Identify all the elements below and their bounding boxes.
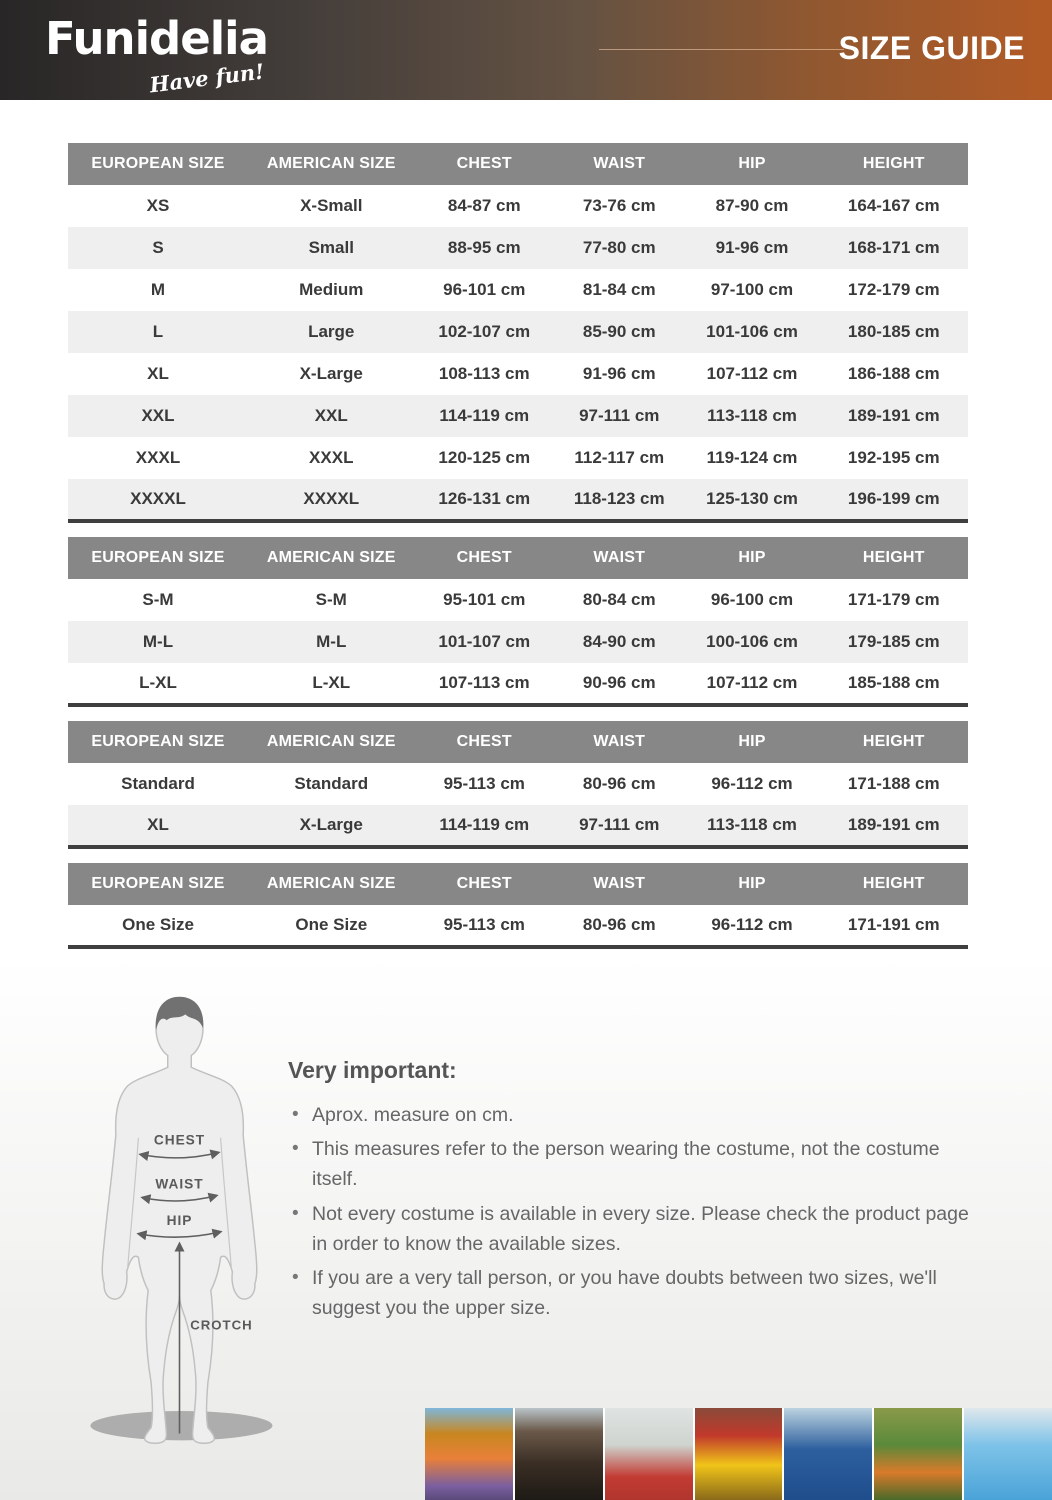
- size-table: [68, 721, 968, 849]
- table-cell: 91-96 cm: [685, 227, 820, 269]
- column-header: EUROPEAN SIZE: [68, 863, 248, 905]
- table-cell: XXL: [248, 395, 415, 437]
- table-row: [68, 621, 968, 663]
- column-header: HIP: [685, 537, 820, 579]
- table-cell: 107-113 cm: [415, 663, 555, 705]
- table-row: [68, 763, 968, 805]
- table-cell: 96-100 cm: [685, 579, 820, 621]
- table-row: [68, 185, 968, 227]
- table-row: [68, 311, 968, 353]
- size-table: [68, 143, 968, 523]
- column-header: AMERICAN SIZE: [248, 537, 415, 579]
- table-cell: 112-117 cm: [554, 437, 685, 479]
- table-cell: 168-171 cm: [820, 227, 969, 269]
- waist-label: WAIST: [155, 1176, 204, 1192]
- figure-shadow: [90, 1411, 272, 1440]
- table-cell: 180-185 cm: [820, 311, 969, 353]
- table-cell: XXXXL: [68, 479, 248, 521]
- table-row: [68, 663, 968, 705]
- table-cell: S-M: [248, 579, 415, 621]
- costume-photo-pac-man: [695, 1408, 783, 1500]
- table-cell: 95-113 cm: [415, 905, 555, 947]
- table-cell: XL: [68, 805, 248, 847]
- table-cell: 192-195 cm: [820, 437, 969, 479]
- table-cell: XXXL: [68, 437, 248, 479]
- table-cell: 97-111 cm: [554, 395, 685, 437]
- crotch-label: CROTCH: [190, 1317, 253, 1333]
- column-header: HEIGHT: [820, 863, 969, 905]
- table-cell: 88-95 cm: [415, 227, 555, 269]
- size-table: [68, 863, 968, 949]
- table-cell: 114-119 cm: [415, 395, 555, 437]
- table-cell: 186-188 cm: [820, 353, 969, 395]
- costume-photo-star-wars: [515, 1408, 603, 1500]
- column-header: WAIST: [554, 863, 685, 905]
- note-item: • This measures refer to the person wearing the costume, not the costume itself.: [288, 1134, 978, 1194]
- column-header: AMERICAN SIZE: [248, 143, 415, 185]
- table-cell: 171-179 cm: [820, 579, 969, 621]
- table-cell: 179-185 cm: [820, 621, 969, 663]
- table-cell: 196-199 cm: [820, 479, 969, 521]
- column-header: WAIST: [554, 537, 685, 579]
- body-measurement-figure: [62, 990, 297, 1452]
- notes-list: [288, 1100, 988, 1324]
- column-header: CHEST: [415, 537, 555, 579]
- note-item: • Not every costume is available in every size. Please check the product page in order to know the available sizes.: [288, 1199, 978, 1259]
- table-cell: XXXL: [248, 437, 415, 479]
- table-cell: 108-113 cm: [415, 353, 555, 395]
- column-header: HEIGHT: [820, 721, 969, 763]
- column-header: HIP: [685, 721, 820, 763]
- column-header: WAIST: [554, 143, 685, 185]
- column-header: AMERICAN SIZE: [248, 721, 415, 763]
- costume-photo-strip: [425, 1408, 1052, 1500]
- column-header: CHEST: [415, 721, 555, 763]
- brand: [45, 12, 268, 98]
- table-cell: 97-111 cm: [554, 805, 685, 847]
- table-cell: 113-118 cm: [685, 395, 820, 437]
- table-cell: 95-101 cm: [415, 579, 555, 621]
- table-cell: 81-84 cm: [554, 269, 685, 311]
- table-cell: L-XL: [248, 663, 415, 705]
- column-header: HIP: [685, 863, 820, 905]
- table-cell: 85-90 cm: [554, 311, 685, 353]
- funidelia-logo: Funidelia: [45, 12, 268, 65]
- table-row: [68, 479, 968, 521]
- table-cell: 96-112 cm: [685, 763, 820, 805]
- column-header: EUROPEAN SIZE: [68, 537, 248, 579]
- chest-label: CHEST: [153, 1132, 206, 1148]
- size-table: [68, 537, 968, 707]
- table-cell: 80-84 cm: [554, 579, 685, 621]
- table-cell: XXL: [68, 395, 248, 437]
- table-cell: 185-188 cm: [820, 663, 969, 705]
- table-cell: 97-100 cm: [685, 269, 820, 311]
- table-cell: 84-90 cm: [554, 621, 685, 663]
- table-cell: 107-112 cm: [685, 353, 820, 395]
- table-cell: 120-125 cm: [415, 437, 555, 479]
- table-cell: M-L: [248, 621, 415, 663]
- table-cell: 119-124 cm: [685, 437, 820, 479]
- table-cell: 113-118 cm: [685, 805, 820, 847]
- table-cell: 90-96 cm: [554, 663, 685, 705]
- table-row: [68, 395, 968, 437]
- table-cell: 118-123 cm: [554, 479, 685, 521]
- table-cell: Small: [248, 227, 415, 269]
- table-cell: 189-191 cm: [820, 395, 969, 437]
- table-cell: M-L: [68, 621, 248, 663]
- table-row: [68, 905, 968, 947]
- note-item: • If you are a very tall person, or you have doubts between two sizes, we'll suggest you the upper size.: [288, 1263, 978, 1323]
- table-cell: S-M: [68, 579, 248, 621]
- table-cell: 102-107 cm: [415, 311, 555, 353]
- table-row: [68, 227, 968, 269]
- table-cell: 114-119 cm: [415, 805, 555, 847]
- hip-label: HIP: [166, 1212, 193, 1228]
- brand-tagline: Have fun!: [148, 58, 266, 98]
- table-cell: 101-106 cm: [685, 311, 820, 353]
- size-tables: [0, 100, 1052, 949]
- table-row: [68, 437, 968, 479]
- table-cell: 73-76 cm: [554, 185, 685, 227]
- table-cell: 80-96 cm: [554, 763, 685, 805]
- notes-title: Very important:: [288, 1057, 457, 1083]
- table-row: [68, 353, 968, 395]
- table-cell: 172-179 cm: [820, 269, 969, 311]
- column-header: HEIGHT: [820, 537, 969, 579]
- table-cell: Standard: [68, 763, 248, 805]
- table-row: [68, 269, 968, 311]
- table-cell: 77-80 cm: [554, 227, 685, 269]
- table-cell: X-Large: [248, 805, 415, 847]
- table-cell: XXXXL: [248, 479, 415, 521]
- table-cell: 100-106 cm: [685, 621, 820, 663]
- header-divider-line: [599, 49, 844, 50]
- column-header: AMERICAN SIZE: [248, 863, 415, 905]
- table-cell: M: [68, 269, 248, 311]
- table-header-row: [68, 721, 968, 763]
- table-cell: 171-188 cm: [820, 763, 969, 805]
- table-cell: 107-112 cm: [685, 663, 820, 705]
- costume-photo-power-rangers: [605, 1408, 693, 1500]
- costume-photo-pj-masks: [784, 1408, 872, 1500]
- table-row: [68, 579, 968, 621]
- table-cell: 91-96 cm: [554, 353, 685, 395]
- table-cell: 96-112 cm: [685, 905, 820, 947]
- table-cell: 84-87 cm: [415, 185, 555, 227]
- table-cell: 189-191 cm: [820, 805, 969, 847]
- table-cell: 125-130 cm: [685, 479, 820, 521]
- note-item: • Aprox. measure on cm.: [288, 1100, 978, 1130]
- column-header: CHEST: [415, 143, 555, 185]
- table-cell: 171-191 cm: [820, 905, 969, 947]
- column-header: HIP: [685, 143, 820, 185]
- table-header-row: [68, 143, 968, 185]
- table-cell: 164-167 cm: [820, 185, 969, 227]
- table-cell: L-XL: [68, 663, 248, 705]
- table-header-row: [68, 863, 968, 905]
- bottom-section: [0, 957, 1052, 1500]
- table-row: [68, 805, 968, 847]
- header-banner: [0, 0, 1052, 100]
- column-header: WAIST: [554, 721, 685, 763]
- body-figure-illustration: [62, 990, 297, 1452]
- table-cell: 87-90 cm: [685, 185, 820, 227]
- column-header: EUROPEAN SIZE: [68, 721, 248, 763]
- table-cell: 96-101 cm: [415, 269, 555, 311]
- column-header: EUROPEAN SIZE: [68, 143, 248, 185]
- column-header: HEIGHT: [820, 143, 969, 185]
- table-cell: X-Small: [248, 185, 415, 227]
- table-cell: One Size: [68, 905, 248, 947]
- table-cell: XS: [68, 185, 248, 227]
- table-cell: Medium: [248, 269, 415, 311]
- table-cell: L: [68, 311, 248, 353]
- table-cell: Standard: [248, 763, 415, 805]
- table-cell: 101-107 cm: [415, 621, 555, 663]
- table-cell: 126-131 cm: [415, 479, 555, 521]
- page-title: SIZE GUIDE: [838, 30, 1025, 66]
- column-header: CHEST: [415, 863, 555, 905]
- table-cell: XL: [68, 353, 248, 395]
- important-notes: [288, 1057, 988, 1328]
- table-cell: Large: [248, 311, 415, 353]
- table-cell: 80-96 cm: [554, 905, 685, 947]
- table-cell: One Size: [248, 905, 415, 947]
- costume-photo-dragon-ball: [425, 1408, 513, 1500]
- table-cell: S: [68, 227, 248, 269]
- table-cell: X-Large: [248, 353, 415, 395]
- table-header-row: [68, 537, 968, 579]
- table-cell: 95-113 cm: [415, 763, 555, 805]
- costume-photo-blanka: [874, 1408, 962, 1500]
- costume-photo-smurfs: [964, 1408, 1052, 1500]
